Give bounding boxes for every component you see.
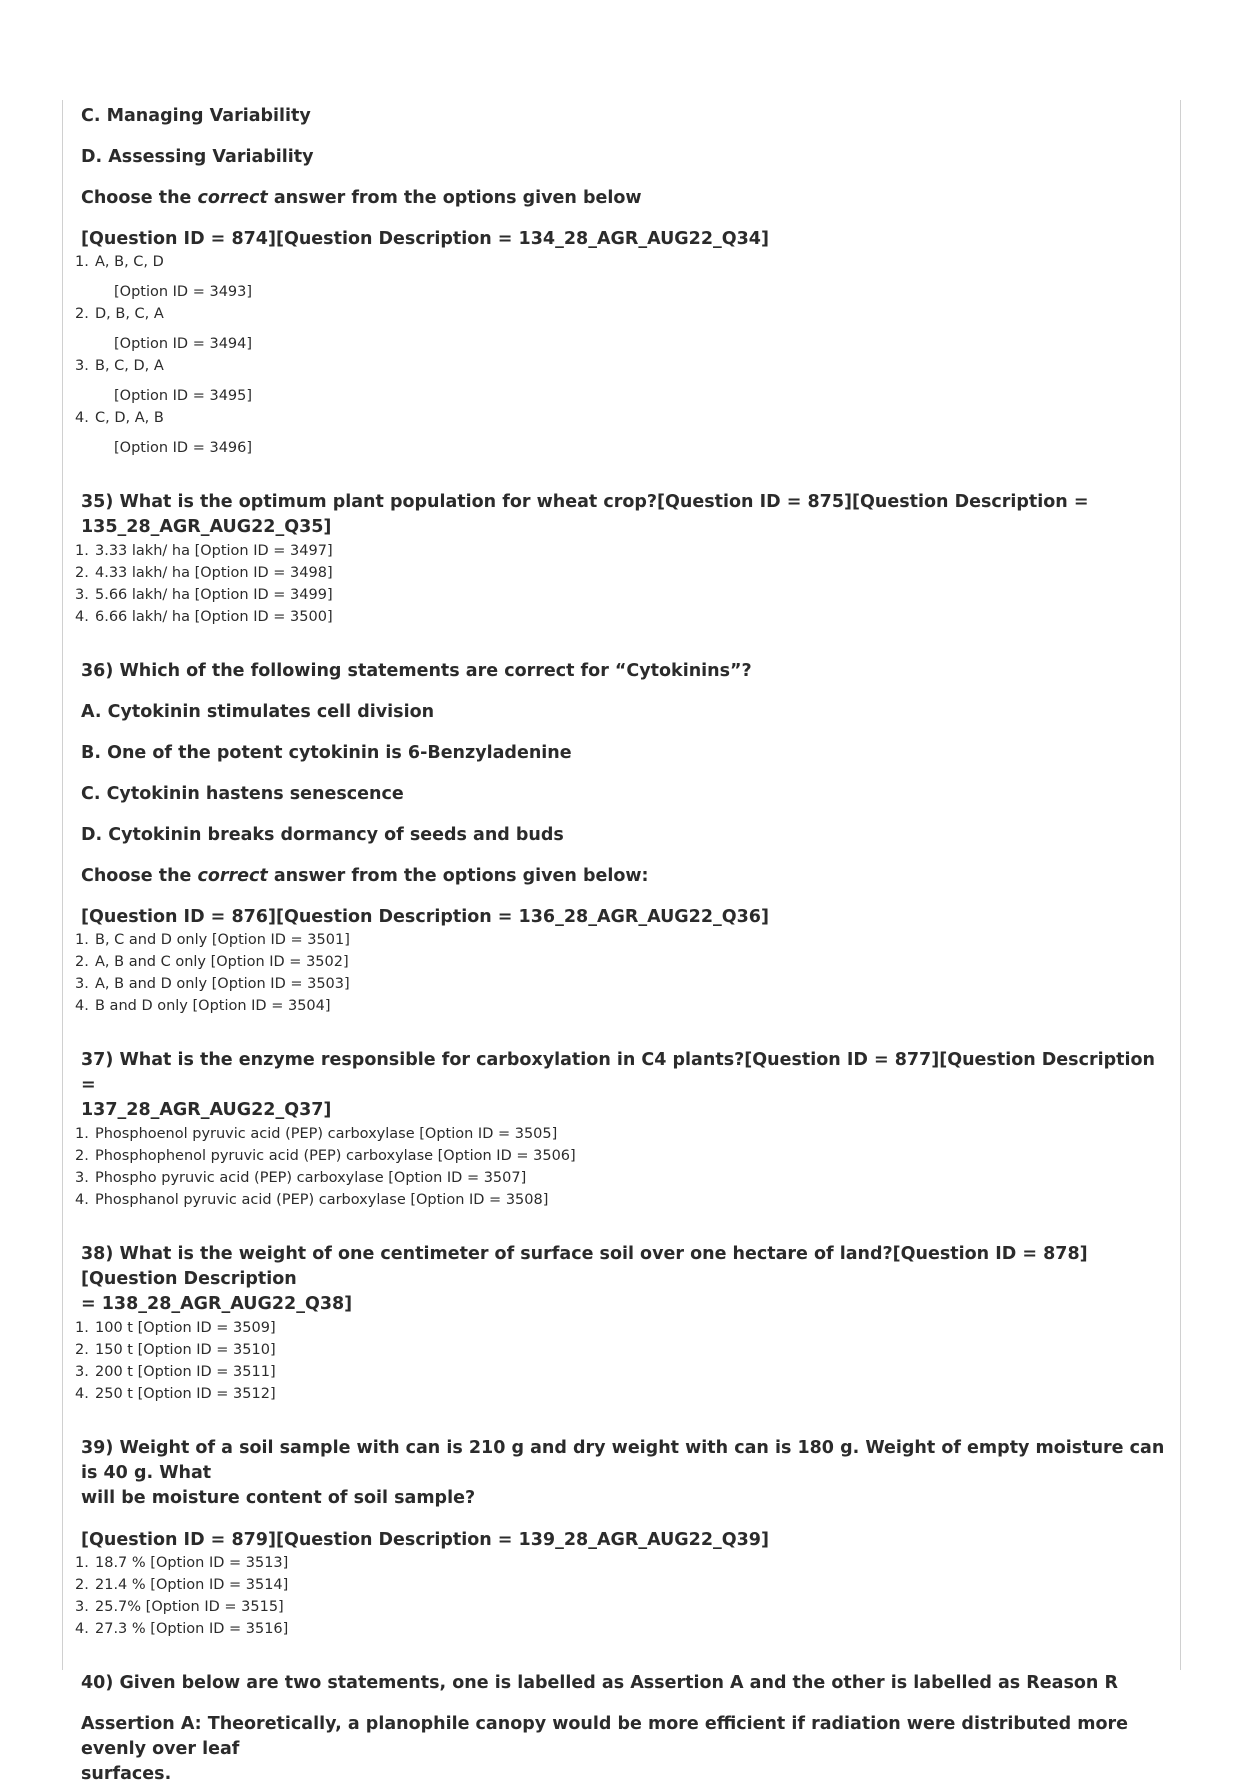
assertion-a: Assertion A: Theoretically, a planophile canopy would be more efficient if radiation were distributed more evenly over leaf surfaces. (81, 1714, 1128, 1784)
option-list (75, 251, 1166, 459)
option-item: 2. 4.33 lakh/ ha [Option ID = 3498] (75, 565, 333, 581)
option-item: 4. B and D only [Option ID = 3504] (75, 998, 331, 1014)
statement-b: B. One of the potent cytokinin is 6-Benzyladenine (81, 743, 572, 763)
question-34 (75, 104, 1166, 459)
option-item: 3. B, C, D, A [Option ID = 3495] (76, 355, 1166, 407)
option-id: [Option ID = 3496] (114, 440, 253, 456)
option-item: 2. 21.4 % [Option ID = 3514] (75, 1577, 289, 1593)
option-item: 1. 18.7 % [Option ID = 3513] (75, 1555, 289, 1571)
option-item: 4. Phosphanol pyruvic acid (PEP) carboxylase [Option ID = 3508] (75, 1192, 549, 1208)
statement-d: D. Assessing Variability (81, 147, 314, 167)
option-list (75, 1317, 1166, 1405)
question-title: 36) Which of the following statements are correct for “Cytokinins”? (81, 661, 752, 681)
option-item: 3. 200 t [Option ID = 3511] (75, 1364, 276, 1380)
choose-instruction: Choose the correct answer from the options given below: (81, 866, 649, 886)
question-id: [Question ID = 876][Question Description = 136_28_AGR_AUG22_Q36] (81, 907, 769, 927)
statement-a: A. Cytokinin stimulates cell division (81, 702, 435, 722)
option-item: 2. A, B and C only [Option ID = 3502] (75, 954, 349, 970)
option-item: 2. D, B, C, A [Option ID = 3494] (76, 303, 1166, 355)
option-list (75, 1552, 1166, 1640)
option-item: 3. A, B and D only [Option ID = 3503] (75, 976, 350, 992)
question-title: 40) Given below are two statements, one is labelled as Assertion A and the other is labelled as Reason R (81, 1673, 1118, 1693)
option-item: 3. 5.66 lakh/ ha [Option ID = 3499] (75, 587, 333, 603)
option-item: 1. Phosphoenol pyruvic acid (PEP) carboxylase [Option ID = 3505] (75, 1126, 558, 1142)
question-paper-page (75, 104, 1166, 1787)
question-37 (75, 1048, 1166, 1211)
question-id: [Question ID = 874][Question Description = 134_28_AGR_AUG22_Q34] (81, 229, 769, 249)
statement-c: C. Cytokinin hastens senescence (81, 784, 404, 804)
option-list (75, 1123, 1166, 1211)
question-title: 38) What is the weight of one centimeter of surface soil over one hectare of land?[Question ID = 878][Question Description = 138_28_AGR_AUG22_Q38] (81, 1244, 1088, 1314)
option-list (75, 929, 1166, 1017)
option-item: 3. Phospho pyruvic acid (PEP) carboxylase [Option ID = 3507] (75, 1170, 527, 1186)
option-item: 2. 150 t [Option ID = 3510] (75, 1342, 276, 1358)
question-35 (75, 490, 1166, 628)
question-id: [Question ID = 879][Question Description = 139_28_AGR_AUG22_Q39] (81, 1530, 769, 1550)
option-item: 1. B, C and D only [Option ID = 3501] (75, 932, 350, 948)
statement-c: C. Managing Variability (81, 106, 311, 126)
option-item: 1. A, B, C, D [Option ID = 3493] (76, 251, 1166, 303)
question-title: 35) What is the optimum plant population for wheat crop?[Question ID = 875][Question Description = 135_28_AGR_AUG22_Q35] (81, 492, 1089, 537)
choose-instruction: Choose the correct answer from the options given below (81, 188, 642, 208)
option-item: 1. 100 t [Option ID = 3509] (75, 1320, 276, 1336)
question-38 (75, 1242, 1166, 1405)
option-id: [Option ID = 3493] (114, 284, 253, 300)
option-id: [Option ID = 3495] (114, 388, 253, 404)
left-margin-rule (62, 100, 63, 1670)
question-36 (75, 659, 1166, 1017)
option-item: 1. 3.33 lakh/ ha [Option ID = 3497] (75, 543, 333, 559)
option-item: 2. Phosphophenol pyruvic acid (PEP) carboxylase [Option ID = 3506] (75, 1148, 576, 1164)
option-item: 4. C, D, A, B [Option ID = 3496] (76, 407, 1166, 459)
option-list (75, 540, 1166, 628)
statement-d: D. Cytokinin breaks dormancy of seeds and buds (81, 825, 564, 845)
option-item: 3. 25.7% [Option ID = 3515] (75, 1599, 284, 1615)
option-item: 4. 6.66 lakh/ ha [Option ID = 3500] (75, 609, 333, 625)
option-id: [Option ID = 3494] (114, 336, 253, 352)
question-40 (81, 1671, 1166, 1787)
question-39 (75, 1436, 1166, 1640)
question-title: 37) What is the enzyme responsible for carboxylation in C4 plants?[Question ID = 877][Question Description = 137_28_AGR_AUG22_Q37] (81, 1050, 1155, 1120)
right-margin-rule (1180, 100, 1181, 1670)
option-item: 4. 250 t [Option ID = 3512] (75, 1386, 276, 1402)
question-title: 39) Weight of a soil sample with can is 210 g and dry weight with can is 180 g. Weight of empty moisture can is 40 g. What will be moisture content of soil sample? (81, 1438, 1165, 1508)
option-item: 4. 27.3 % [Option ID = 3516] (75, 1621, 289, 1637)
